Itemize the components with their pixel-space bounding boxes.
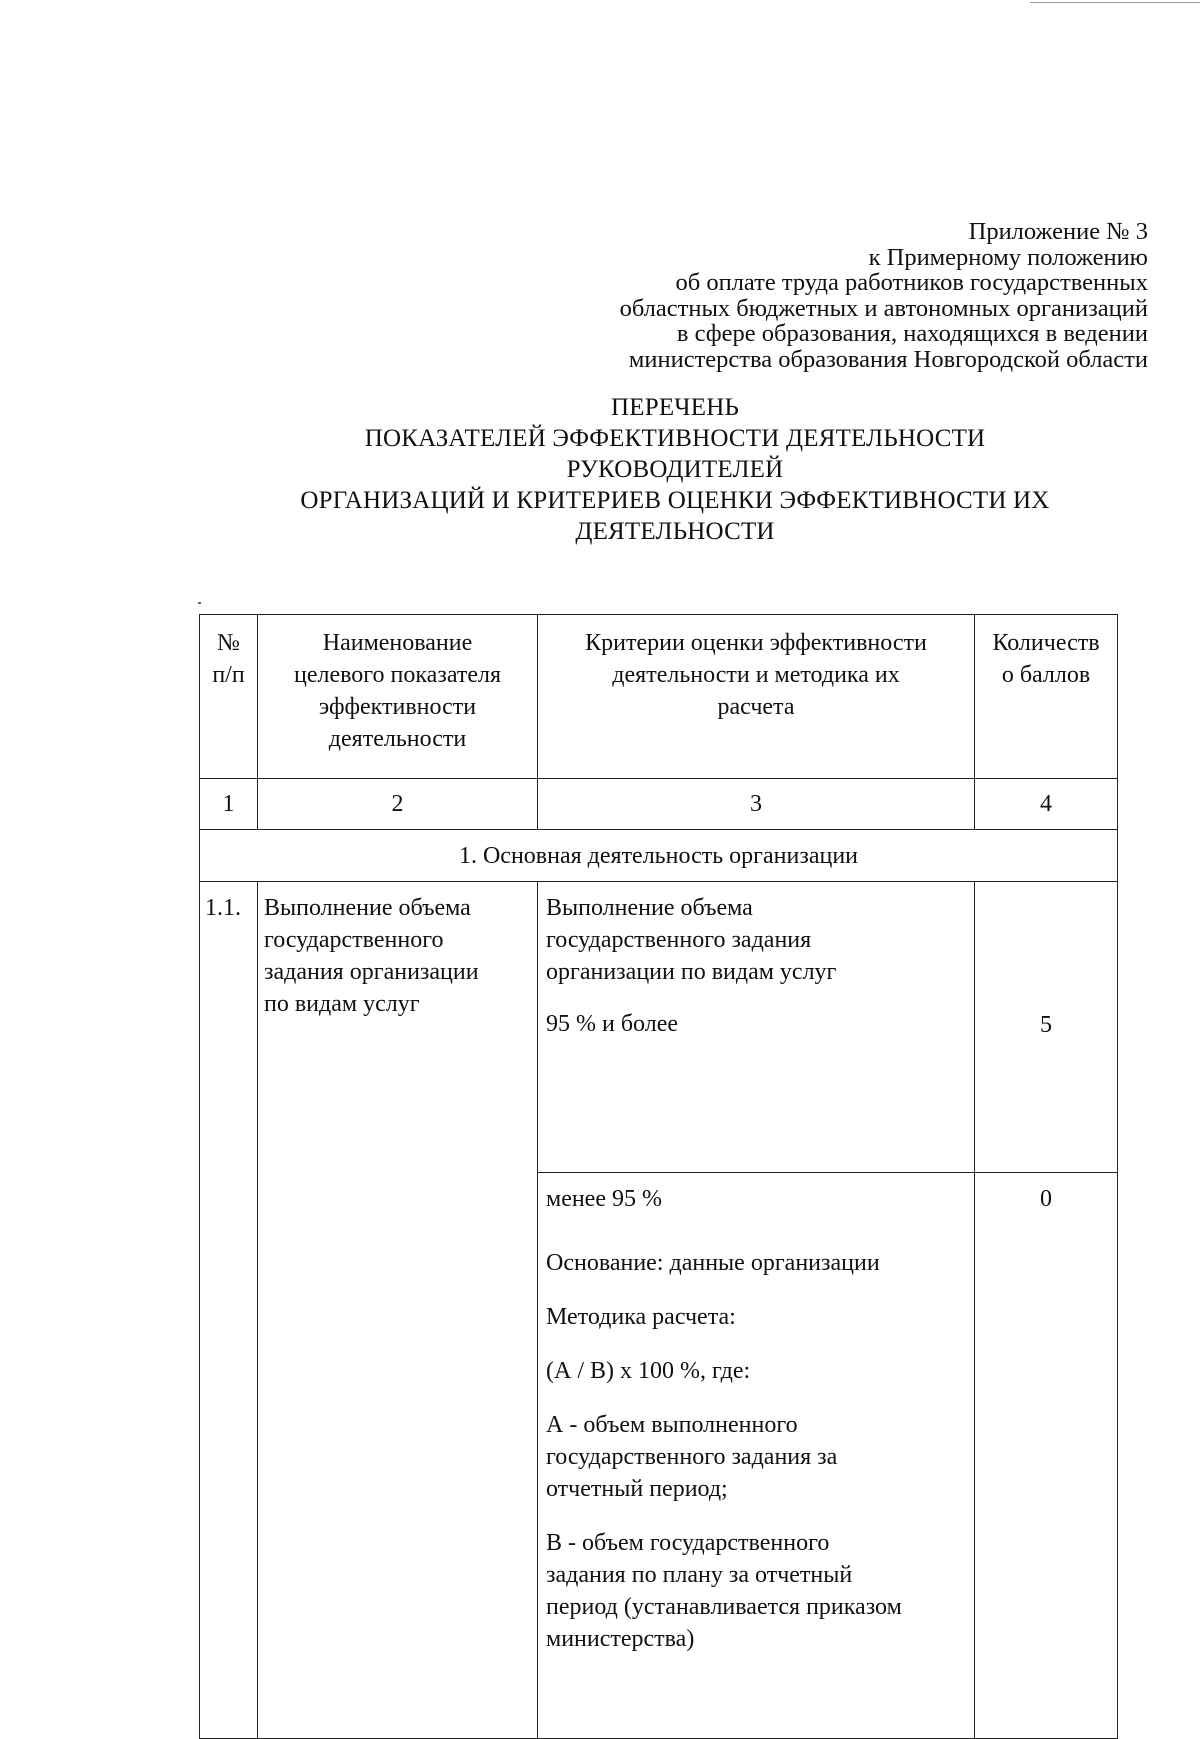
basis-text: Основание: данные организации	[546, 1250, 880, 1276]
method-label: Методика расчета:	[546, 1304, 736, 1330]
title-line: ДЕЯТЕЛЬНОСТИ	[575, 518, 775, 545]
formula-text: (А / В) х 100 %, где:	[546, 1358, 751, 1384]
definition-b	[546, 1527, 966, 1655]
definition-line: В - объем государственного	[546, 1530, 830, 1556]
score-cell: 0	[975, 1173, 1118, 1739]
document-title	[200, 392, 1150, 547]
definition-line: государственного задания за	[546, 1444, 838, 1470]
header-score	[975, 615, 1118, 779]
definition-line: период (устанавливается приказом	[546, 1594, 902, 1620]
scan-speck	[198, 602, 201, 604]
score-cell: 5	[975, 882, 1118, 1173]
row-number: 1.1.	[200, 882, 258, 1739]
column-number-row	[200, 779, 1118, 830]
header-criteria	[538, 615, 975, 779]
appendix-line: областных бюджетных и автономных организаций	[619, 294, 1148, 322]
header-indicator	[258, 615, 538, 779]
criteria-threshold: 95 % и более	[546, 1011, 679, 1037]
title-line: ПОКАЗАТЕЛЕЙ ЭФФЕКТИВНОСТИ ДЕЯТЕЛЬНОСТИ	[364, 425, 986, 452]
header-number	[200, 615, 258, 779]
section-title: 1. Основная деятельность организации	[200, 830, 1118, 882]
header-text: Количеств	[992, 630, 1100, 656]
table-header-row	[200, 615, 1118, 779]
definition-a	[546, 1409, 966, 1505]
header-text: п/п	[212, 662, 245, 688]
criteria-line: организации по видам услуг	[546, 959, 837, 985]
appendix-line: Приложение № 3	[968, 218, 1148, 245]
criteria-line: Выполнение объема	[546, 895, 753, 921]
section-row	[200, 830, 1118, 882]
definition-line: министерства)	[546, 1626, 695, 1652]
indicator-line: Выполнение объема	[264, 895, 471, 921]
appendix-line: министерства образования Новгородской области	[628, 345, 1148, 373]
definition-line: отчетный период;	[546, 1476, 728, 1502]
title-line: ПЕРЕЧЕНЬ	[610, 394, 740, 421]
column-number: 1	[200, 779, 258, 830]
indicator-name	[258, 882, 538, 1739]
indicator-line: по видам услуг	[264, 991, 420, 1017]
appendix-line: в сфере образования, находящихся в ведении	[676, 320, 1148, 347]
page-edge-line	[1030, 2, 1200, 3]
header-text: эффективности	[318, 694, 477, 720]
appendix-line: об оплате труда работников государственных	[675, 269, 1148, 296]
column-number: 3	[538, 779, 975, 830]
header-text: расчета	[717, 694, 795, 720]
appendix-header	[448, 219, 1148, 372]
criteria-cell	[538, 1173, 975, 1739]
table-row	[200, 882, 1118, 1173]
criteria-threshold: менее 95 %	[546, 1186, 662, 1212]
appendix-line: к Примерному положению	[868, 243, 1148, 271]
header-text: Наименование	[322, 630, 473, 656]
criteria-cell	[538, 882, 975, 1173]
header-text: Критерии оценки эффективности	[585, 630, 927, 656]
column-number: 2	[258, 779, 538, 830]
header-text: о баллов	[1001, 662, 1091, 688]
header-text: деятельности	[328, 726, 467, 752]
criteria-line: государственного задания	[546, 927, 812, 953]
title-line: РУКОВОДИТЕЛЕЙ	[566, 456, 784, 483]
indicator-line: задания организации	[264, 959, 479, 985]
definition-line: А - объем выполненного	[546, 1412, 798, 1438]
header-text: деятельности и методика их	[612, 662, 900, 688]
header-text: целевого показателя	[294, 662, 501, 688]
definition-line: задания по плану за отчетный	[546, 1562, 853, 1588]
title-line: ОРГАНИЗАЦИЙ И КРИТЕРИЕВ ОЦЕНКИ ЭФФЕКТИВНОСТИ ИХ	[300, 487, 1050, 514]
column-number: 4	[975, 779, 1118, 830]
header-text: №	[217, 630, 240, 656]
indicators-table	[199, 614, 1118, 1739]
indicator-line: государственного	[264, 927, 444, 953]
